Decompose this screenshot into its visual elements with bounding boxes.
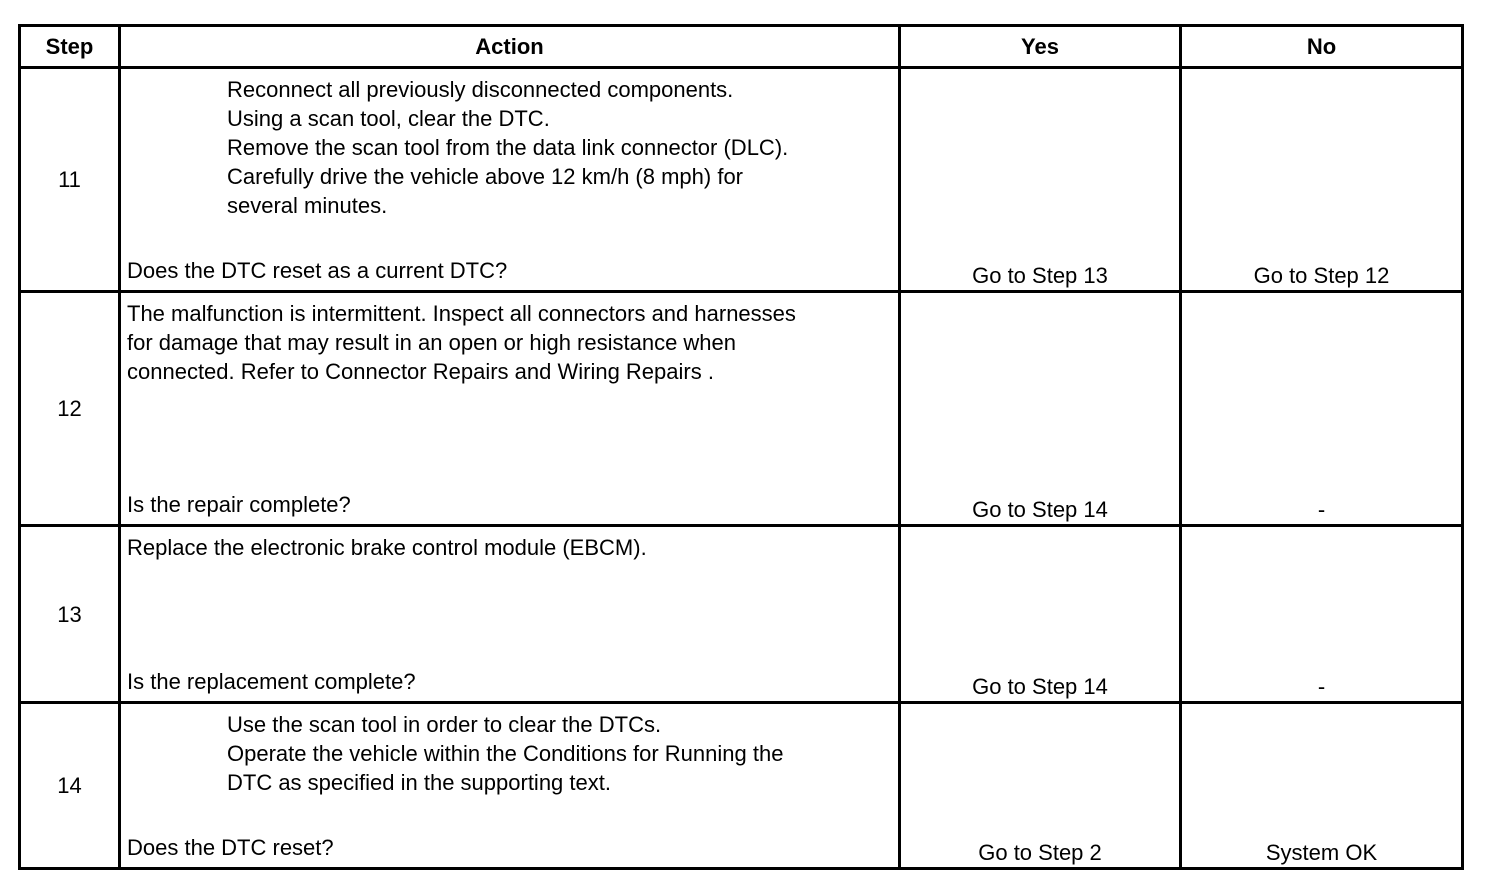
no-result: -: [1181, 526, 1463, 703]
header-action: Action: [120, 26, 900, 68]
yes-result: Go to Step 13: [900, 68, 1181, 292]
yes-result: Go to Step 14: [900, 292, 1181, 526]
action-line: DTC as specified in the supporting text.: [227, 770, 611, 795]
action-question: Is the repair complete?: [127, 492, 351, 517]
action-text: [121, 69, 898, 220]
action-line: Using a scan tool, clear the DTC.: [227, 106, 550, 131]
header-yes: Yes: [900, 26, 1181, 68]
action-line: Remove the scan tool from the data link connector (DLC).: [227, 135, 789, 160]
action-question: Does the DTC reset as a current DTC?: [127, 258, 508, 283]
header-row: [20, 26, 1463, 68]
no-result: Go to Step 12: [1181, 68, 1463, 292]
action-line: Use the scan tool in order to clear the DTCs.: [227, 712, 662, 737]
step-row-13: [20, 526, 1463, 703]
header-no: No: [1181, 26, 1463, 68]
step-number: 11: [20, 68, 120, 292]
action-cell: [120, 68, 900, 292]
no-result: System OK: [1181, 703, 1463, 869]
action-text: [121, 293, 898, 386]
action-text: [121, 704, 898, 797]
action-line: Reconnect all previously disconnected components.: [227, 77, 734, 102]
action-line: connected. Refer to Connector Repairs and Wiring Repairs .: [127, 359, 714, 384]
action-question: Is the replacement complete?: [127, 669, 416, 694]
yes-result: Go to Step 14: [900, 526, 1181, 703]
action-line: Operate the vehicle within the Conditions for Running the: [227, 741, 784, 766]
diagnostic-steps-table: [18, 24, 1464, 870]
step-number: 14: [20, 703, 120, 869]
action-text: [121, 527, 898, 562]
action-line: several minutes.: [227, 193, 388, 218]
action-line: The malfunction is intermittent. Inspect all connectors and harnesses: [127, 301, 796, 326]
header-step: Step: [20, 26, 120, 68]
yes-result: Go to Step 2: [900, 703, 1181, 869]
step-number: 13: [20, 526, 120, 703]
action-cell: [120, 703, 900, 869]
action-line: for damage that may result in an open or high resistance when: [127, 330, 737, 355]
step-row-14: [20, 703, 1463, 869]
action-line: Replace the electronic brake control module (EBCM).: [127, 535, 647, 560]
step-row-12: [20, 292, 1463, 526]
action-cell: [120, 526, 900, 703]
step-row-11: [20, 68, 1463, 292]
action-line: Carefully drive the vehicle above 12 km/h (8 mph) for: [227, 164, 744, 189]
no-result: -: [1181, 292, 1463, 526]
action-question: Does the DTC reset?: [127, 835, 334, 860]
step-number: 12: [20, 292, 120, 526]
action-cell: [120, 292, 900, 526]
